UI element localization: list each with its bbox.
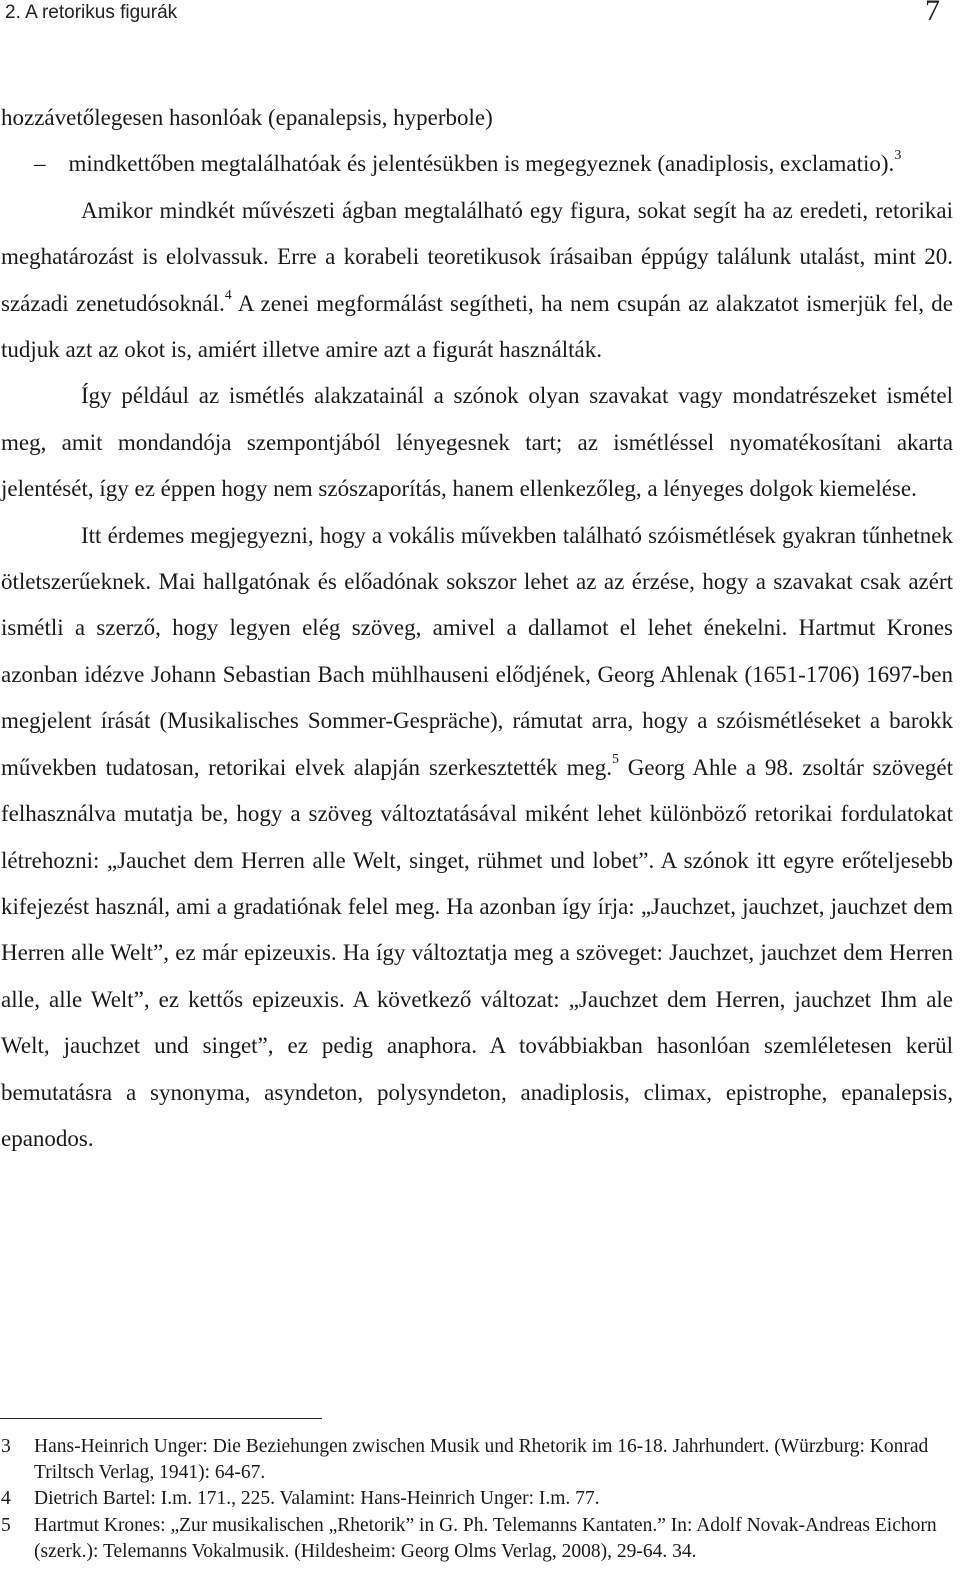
paragraph: [1, 188, 953, 374]
footnote-number: 4: [1, 1488, 11, 1510]
footnote-text: Hartmut Krones: „Zur musikalischen „Rhetorik” in G. Ph. Telemanns Kantaten.” In: Adolf Novak-Andreas Eichorn (szerk.): Telemanns Vokalmusik. (Hildesheim: Georg Olms Verlag, 2008), 29-64. 34.: [34, 1514, 937, 1562]
footnote-ref-5[interactable]: 5: [611, 751, 619, 767]
page-number: 7: [925, 0, 940, 27]
paragraph-text: Itt érdemes megjegyezni, hogy a vokális művekben található szóismétlések gyakran tűnhetnek ötletszerűeknek. Mai hallgatónak és előadónak sokszor lehet az az érzése, hogy a szavakat csak azért ismétli a szerző, hogy legyen elég szöveg, amivel a dallamot el lehet énekelni. Hartmut Krones azonban idézve Johann Sebastian Bach mühlhauseni elődjének, Georg Ahlenak (1651-1706) 1697-ben megjelent írását (Musikalisches Sommer-Gespräche), rámutat arra, hogy a szóismétléseket a barokk művekben tudatosan, retorikai elvek alapján szerkesztették meg.: [1, 522, 953, 780]
paragraph: [1, 513, 953, 1163]
footnote-text: Hans-Heinrich Unger: Die Beziehungen zwischen Musik und Rhetorik im 16-18. Jahrhundert. (Würzburg: Konrad Triltsch Verlag, 1941): 64-67.: [34, 1436, 929, 1484]
footnote: [0, 1486, 950, 1512]
footnote-ref-3[interactable]: 3: [894, 148, 902, 164]
body-text: [1, 95, 953, 1162]
footnotes: [0, 1434, 950, 1565]
running-header: [5, 0, 940, 26]
list-item-text: mindkettőben megtalálhatóak és jelentésükben is megegyeznek (anadiplosis, exclamatio).: [68, 151, 895, 177]
footnote-separator: [0, 1418, 322, 1419]
footnote-ref-4[interactable]: 4: [224, 287, 232, 303]
list-item-dash: [1, 141, 953, 187]
paragraph-continuation: hozzávetőlegesen hasonlóak (epanalepsis, hyperbole): [1, 105, 493, 130]
dash-marker: –: [34, 151, 46, 177]
chapter-title: 2. A retorikus figurák: [5, 2, 178, 23]
footnote: [0, 1434, 950, 1486]
paragraph-text: Amikor mindkét művészeti ágban megtalálható egy figura, sokat segít ha az eredeti, retorikai meghatározást is elolvassuk. Erre a korabeli teoretikusok írásaiban éppúgy találunk utalást, mint 20. századi zenetudósoknál.: [1, 197, 953, 316]
footnote-text: Dietrich Bartel: I.m. 171., 225. Valamint: Hans-Heinrich Unger: I.m. 77.: [34, 1488, 600, 1510]
paragraph-text: Georg Ahle a 98. zsoltár szövegét felhasználva mutatja be, hogy a szöveg változtatásával miként lehet különböző retorikai fordulatokat létrehozni: „Jauchet dem Herren alle Welt, singet, rühmet und lobet”. A szónok itt egyre erőteljesebb kifejezést használ, ami a gradatiónak felel meg. Ha azonban így írja: „Jauchzet, jauchzet, jauchzet dem Herren alle Welt”, ez már epizeuxis. Ha így változtatja meg a szöveget: Jauchzet, jauchzet dem Herren alle, alle Welt”, ez kettős epizeuxis. A következő változat: „Jauchzet dem Herren, jauchzet Ihm ale Welt, jauchzet und singet”, ez pedig anaphora. A továbbiakban hasonlóan szemléletesen kerül bemutatásra a synonyma, asyndeton, polysyndeton, anadiplosis, climax, epistrophe, epanalepsis, epanodos.: [1, 754, 954, 1151]
paragraph: Így például az ismétlés alakzatainál a szónok olyan szavakat vagy mondatrészeket ismétel meg, amit mondandója szempontjából lényegesnek tart; az ismétléssel nyomatékosítani akarta jelentését, így ez éppen hogy nem szószaporítás, hanem ellenkezőleg, a lényeges dolgok kiemelése.: [1, 383, 953, 502]
footnote-number: 5: [1, 1514, 11, 1536]
footnote-number: 3: [1, 1436, 11, 1457]
paragraph-text: A zenei megformálást segítheti, ha nem csupán az alakzatot ismerjük fel, de tudjuk azt az okot is, amiért illetve amire azt a figurát használták.: [1, 290, 953, 363]
footnote: [0, 1513, 950, 1565]
